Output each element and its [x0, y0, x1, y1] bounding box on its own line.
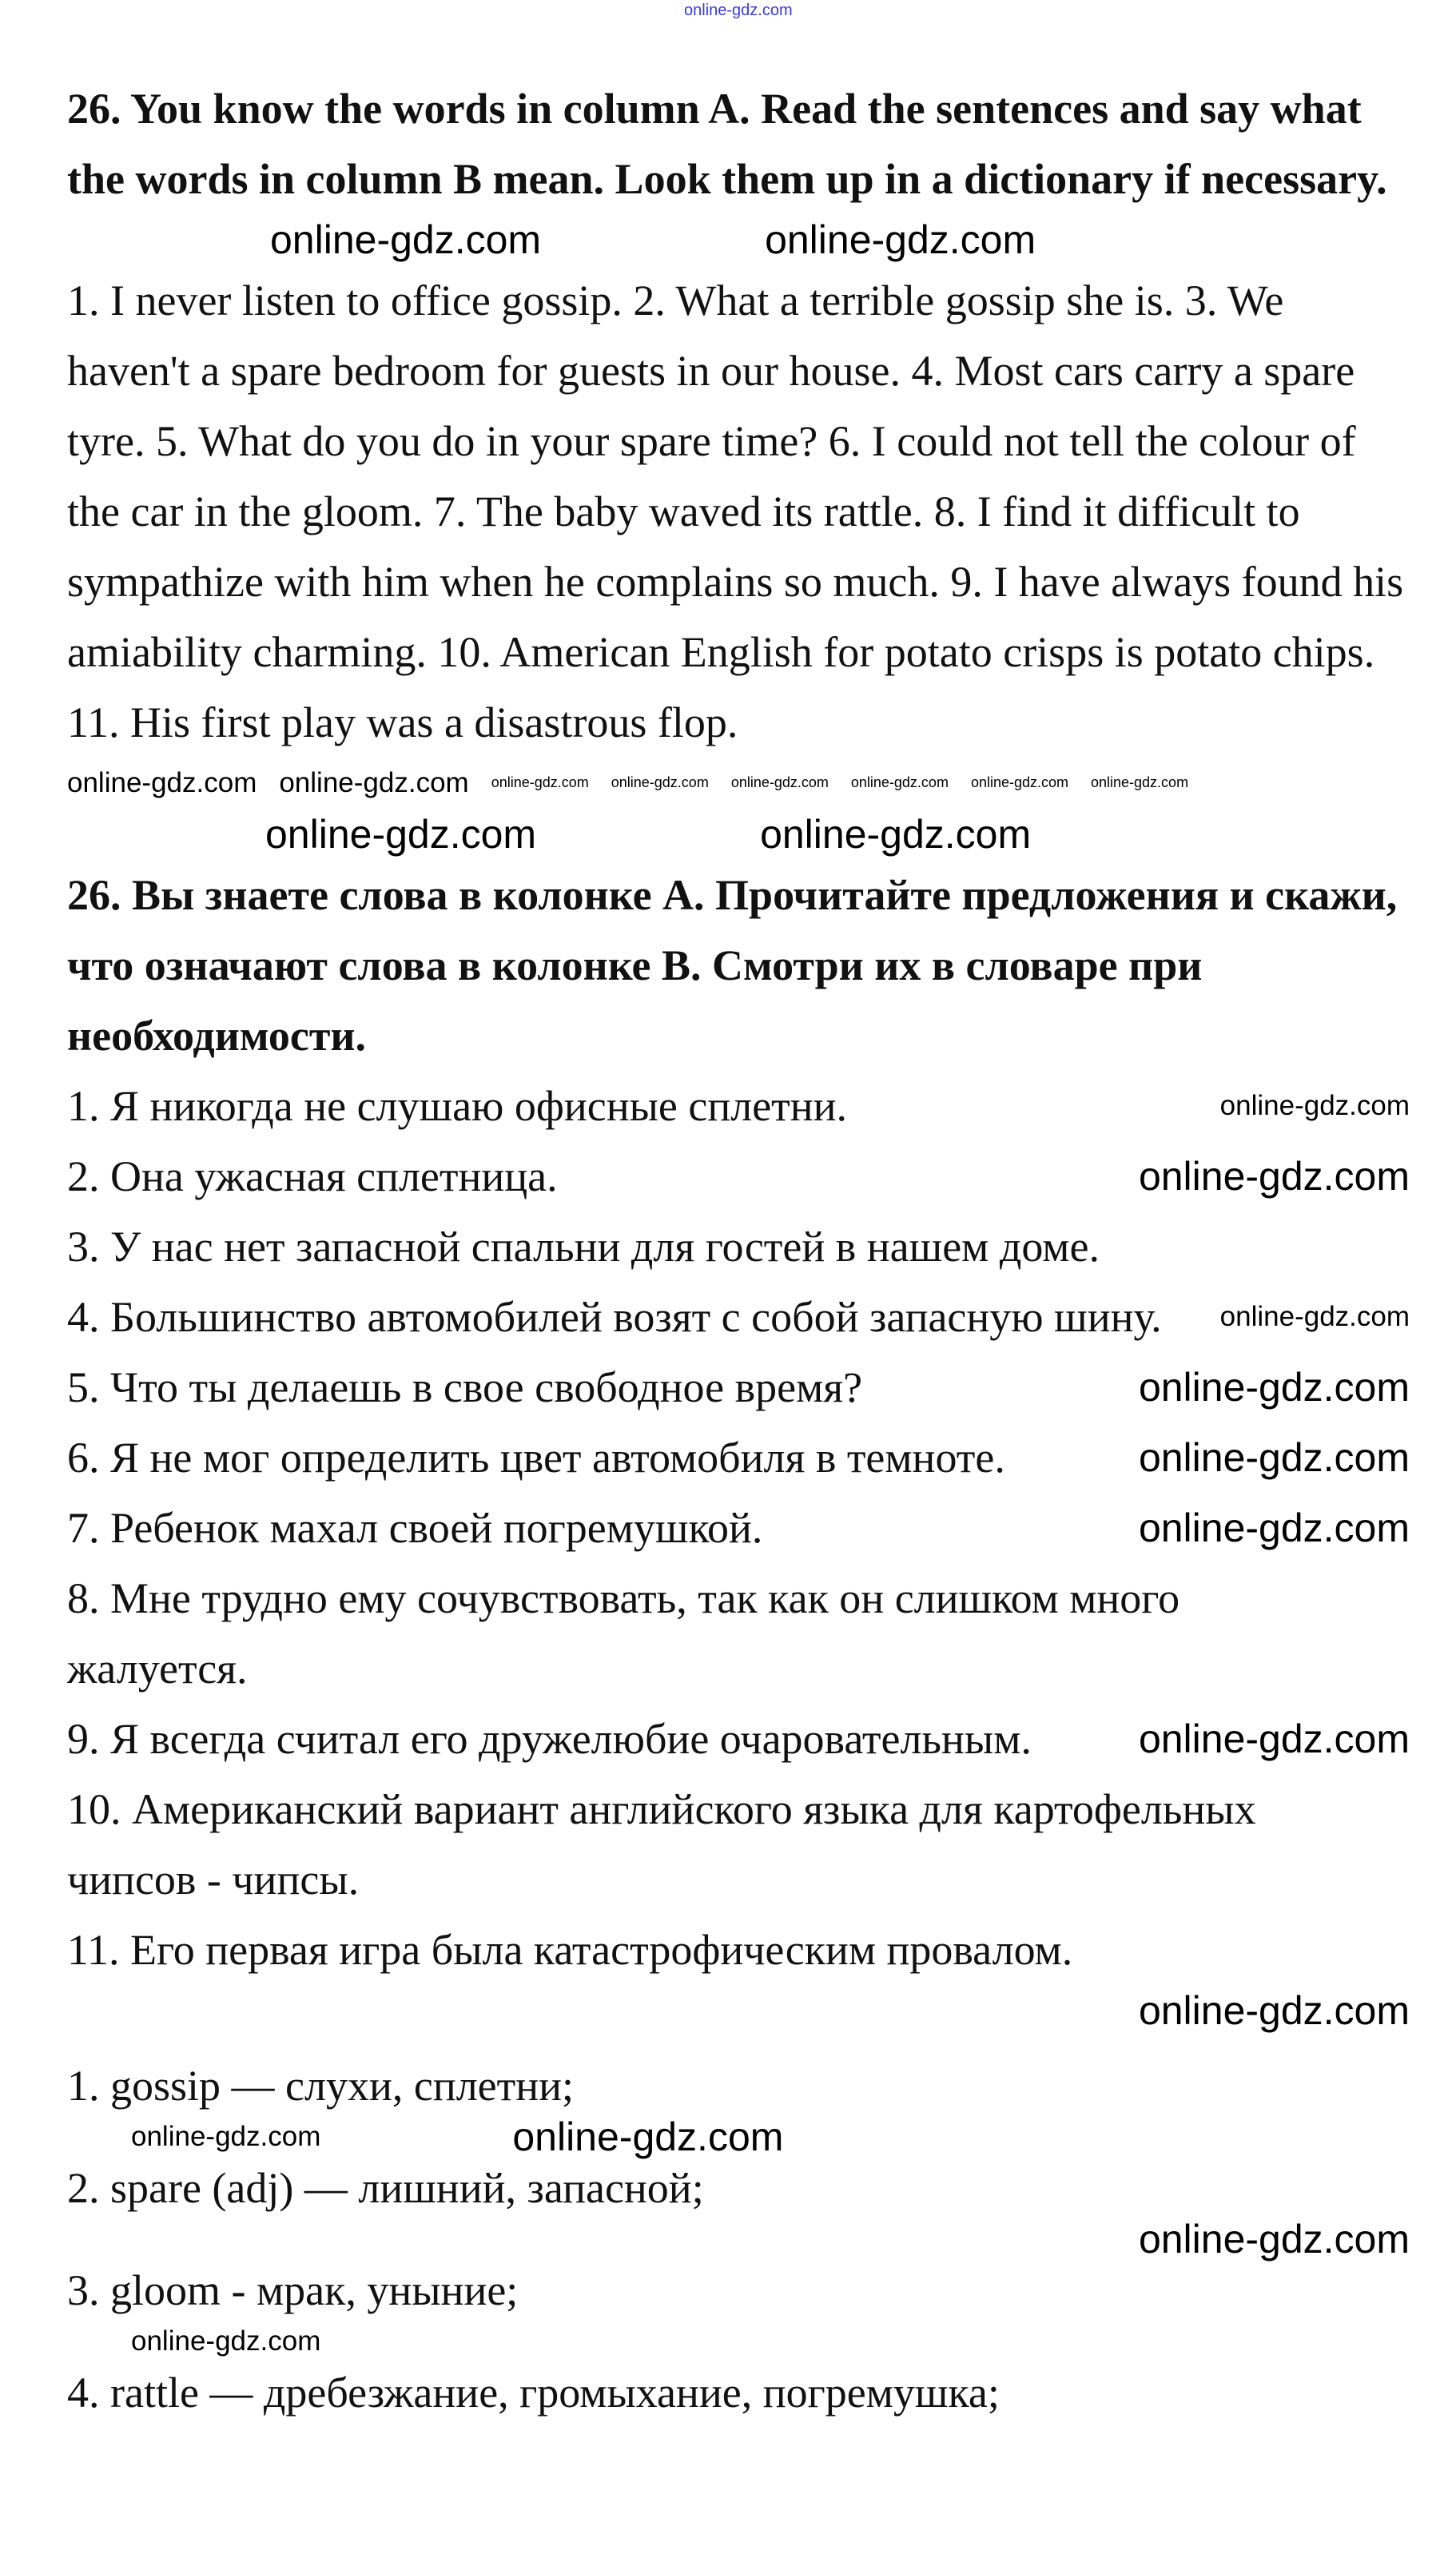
russian-item [67, 1493, 1410, 1563]
watermark: online-gdz.com [1138, 1154, 1410, 1199]
answer-item: 4. rattle — дребезжание, громыхание, погремушка; [67, 2369, 1000, 2417]
russian-item [67, 1563, 1362, 1704]
watermark: online-gdz.com [1219, 1301, 1410, 1332]
watermark: online-gdz.com [131, 2120, 321, 2152]
answer-item: 3. gloom - мрак, уныние; [67, 2266, 519, 2314]
watermark-row [67, 2111, 1410, 2162]
watermark-row [67, 2214, 1410, 2265]
watermark: online-gdz.com [760, 811, 1032, 857]
watermark-row [67, 214, 1410, 265]
watermark: online-gdz.com [1138, 2216, 1410, 2262]
watermark: online-gdz.com [1138, 1435, 1410, 1480]
watermark: online-gdz.com [970, 774, 1068, 791]
watermark: online-gdz.com [1138, 1987, 1410, 2033]
russian-item [67, 1422, 1410, 1493]
russian-item [67, 1141, 1410, 1211]
russian-heading: 26. Вы знаете слова в колонке А. Прочитайте предложения и скажи, что означают слова в колонке В. Смотри их в словаре при необходимости. [67, 871, 1398, 1060]
english-sentences: 1. I never listen to office gossip. 2. What a terrible gossip she is. 3. We haven't a spare bedroom for guests in our house. 4. Most cars carry a spare tyre. 5. What do you do in your spare time? 6. I could not tell the colour of the car in the gloom. 7. The baby waved its rattle. 8. I find it difficult to sympathize with him when he complains so much. 9. I have always found his amiability charming. 10. American English for potato crisps is potato chips. 11. His first play was a disastrous flop. [67, 276, 1404, 746]
watermark: online-gdz.com [131, 2325, 321, 2357]
russian-item-text: 6. Я не мог определить цвет автомобиля в темноте. [67, 1434, 1005, 1482]
english-section [67, 74, 1410, 758]
watermark: online-gdz.com [730, 774, 829, 791]
watermark: online-gdz.com [1138, 1365, 1410, 1410]
russian-item-text: 11. Его первая игра была катастрофическим провалом. [67, 1926, 1073, 1974]
russian-item [67, 1352, 1410, 1422]
watermark: online-gdz.com [611, 774, 709, 791]
watermark-row [67, 2316, 1410, 2367]
russian-item-text: 1. Я никогда не слушаю офисные сплетни. [67, 1082, 848, 1130]
russian-item [67, 1774, 1378, 1915]
watermark: online-gdz.com [684, 2, 793, 19]
russian-item-text: 2. Она ужасная сплетница. [67, 1152, 558, 1200]
answer-item: 2. spare (adj) — лишний, запасной; [67, 2164, 704, 2212]
russian-item-text: 4. Большинство автомобилей возят с собой запасную шину. [67, 1293, 1162, 1341]
russian-item [67, 1915, 1410, 1985]
russian-item-text: 10. Американский вариант английского языка для картофельных чипсов - чипсы. [67, 1785, 1256, 1904]
watermark-row [67, 758, 1410, 809]
russian-item [67, 1211, 1410, 1282]
russian-item-text: 9. Я всегда считал его дружелюбие очаровательным. [67, 1715, 1032, 1763]
watermark: online-gdz.com [279, 766, 469, 798]
russian-item-text: 3. У нас нет запасной спальни для гостей в нашем доме. [67, 1223, 1100, 1271]
russian-item-text: 5. Что ты делаешь в свое свободное время? [67, 1363, 863, 1411]
english-heading: 26. You know the words in column A. Read the sentences and say what the words in column B mean. Look them up in a dictionary if necessary. [67, 85, 1387, 203]
watermark: online-gdz.com [265, 811, 537, 857]
watermark: online-gdz.com [270, 217, 542, 262]
watermark: online-gdz.com [765, 217, 1036, 262]
watermark: online-gdz.com [491, 774, 589, 791]
watermark-row [67, 809, 1410, 860]
russian-item-text: 7. Ребенок махал своей погремушкой. [67, 1504, 763, 1552]
russian-item [67, 1071, 1410, 1141]
russian-section [67, 860, 1410, 1985]
watermark: online-gdz.com [850, 774, 949, 791]
watermark-row [67, 1985, 1410, 2036]
russian-item [67, 1704, 1410, 1774]
answers-section [67, 2060, 1410, 2418]
page-content [67, 74, 1410, 2418]
russian-item-text: 8. Мне трудно ему сочувствовать, так как он слишком много жалуется. [67, 1574, 1180, 1693]
watermark: online-gdz.com [1091, 774, 1189, 791]
watermark: online-gdz.com [67, 766, 257, 798]
watermark: online-gdz.com [1138, 1506, 1410, 1550]
watermark: online-gdz.com [512, 2114, 784, 2159]
answer-item: 1. gossip — слухи, сплетни; [67, 2062, 575, 2110]
watermark: online-gdz.com [1138, 1717, 1410, 1761]
watermark: online-gdz.com [1219, 1090, 1410, 1121]
russian-item [67, 1282, 1410, 1352]
